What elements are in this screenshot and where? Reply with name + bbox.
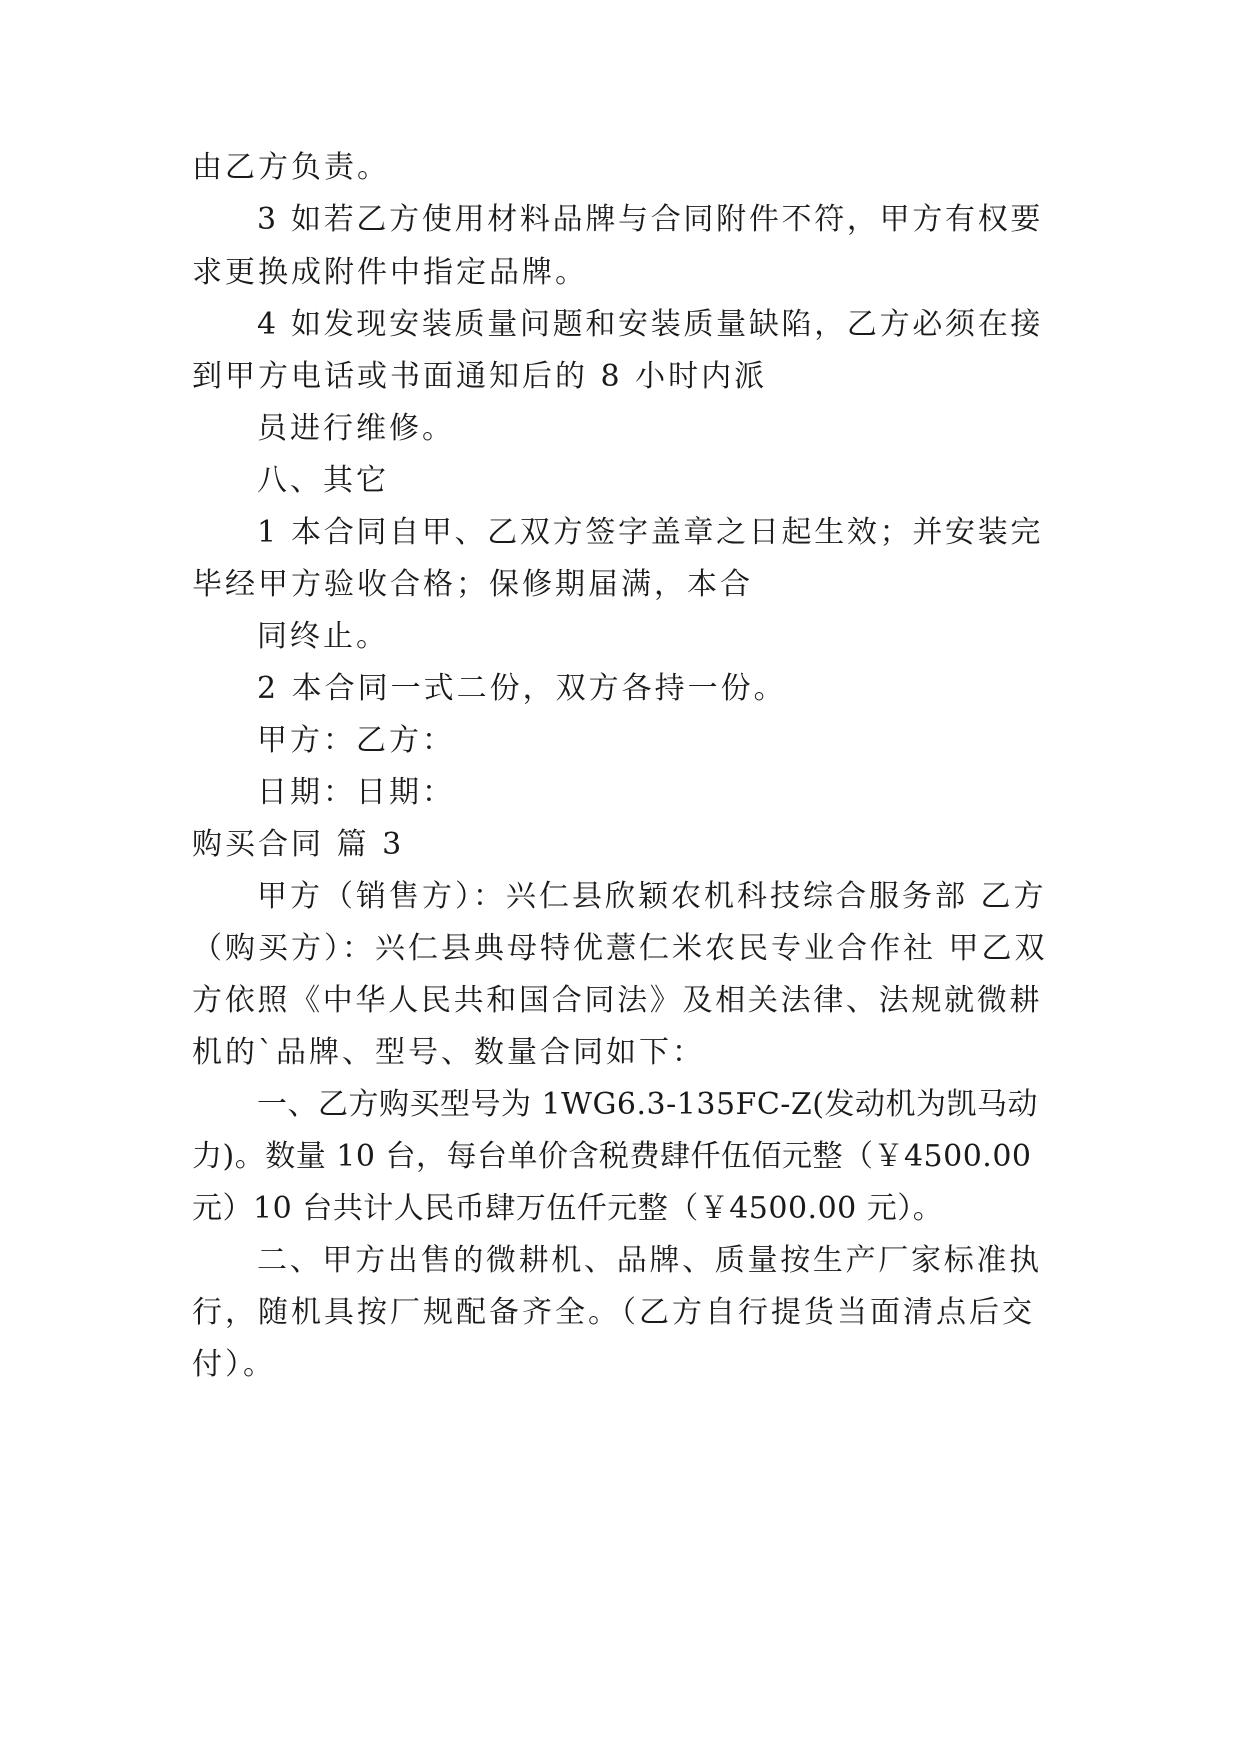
text-line: 4 如发现安装质量问题和安装质量缺陷，乙方必须在接 bbox=[257, 307, 1044, 342]
text-line: 机的`品牌、型号、数量合同如下： bbox=[192, 1035, 705, 1070]
text-line: 行，随机具按厂规配备齐全。（乙方自行提货当面清点后交 bbox=[192, 1295, 1035, 1330]
text-line: 元）10 台共计人民币肆万伍仟元整（￥4500.00 元）。 bbox=[192, 1191, 944, 1226]
text-line: 3 如若乙方使用材料品牌与合同附件不符，甲方有权要 bbox=[257, 202, 1044, 237]
text-line: 方依照《中华人民共和国合同法》及相关法律、法规就微耕 bbox=[192, 983, 1043, 1018]
text-line: （购买方）：兴仁县典母特优薏仁米农民专业合作社 甲乙双 bbox=[192, 931, 1048, 966]
text-line: 付）。 bbox=[192, 1347, 276, 1382]
text-line: 2 本合同一式二份，双方各持一份。 bbox=[257, 671, 787, 706]
text-line: 员进行维修。 bbox=[257, 411, 455, 446]
text-line: 1 本合同自甲、乙双方签字盖章之日起生效；并安装完 bbox=[257, 515, 1044, 550]
text-line: 甲方（销售方）：兴仁县欣颖农机科技综合服务部 乙方 bbox=[257, 879, 1047, 914]
text-line: 一、乙方购买型号为 1WG6.3-135FC-Z(发动机为凯马动 bbox=[257, 1087, 1038, 1122]
text-line: 毕经甲方验收合格；保修期届满，本合 bbox=[192, 567, 753, 602]
text-line: 求更换成附件中指定品牌。 bbox=[192, 255, 588, 290]
text-line: 力)。数量 10 台，每台单价含税费肆仟伍佰元整（￥4500.00 bbox=[192, 1139, 1032, 1174]
text-line: 到甲方电话或书面通知后的 8 小时内派 bbox=[192, 359, 768, 394]
signature-date-line: 日期：日期： bbox=[257, 775, 455, 810]
text-line: 由乙方负责。 bbox=[192, 150, 390, 185]
section-heading: 八、其它 bbox=[257, 463, 389, 498]
section-title: 购买合同 篇 3 bbox=[192, 827, 405, 862]
text-line: 同终止。 bbox=[257, 619, 389, 654]
text-line: 二、甲方出售的微耕机、品牌、质量按生产厂家标准执 bbox=[257, 1243, 1042, 1278]
signature-party-line: 甲方：乙方： bbox=[257, 723, 455, 758]
